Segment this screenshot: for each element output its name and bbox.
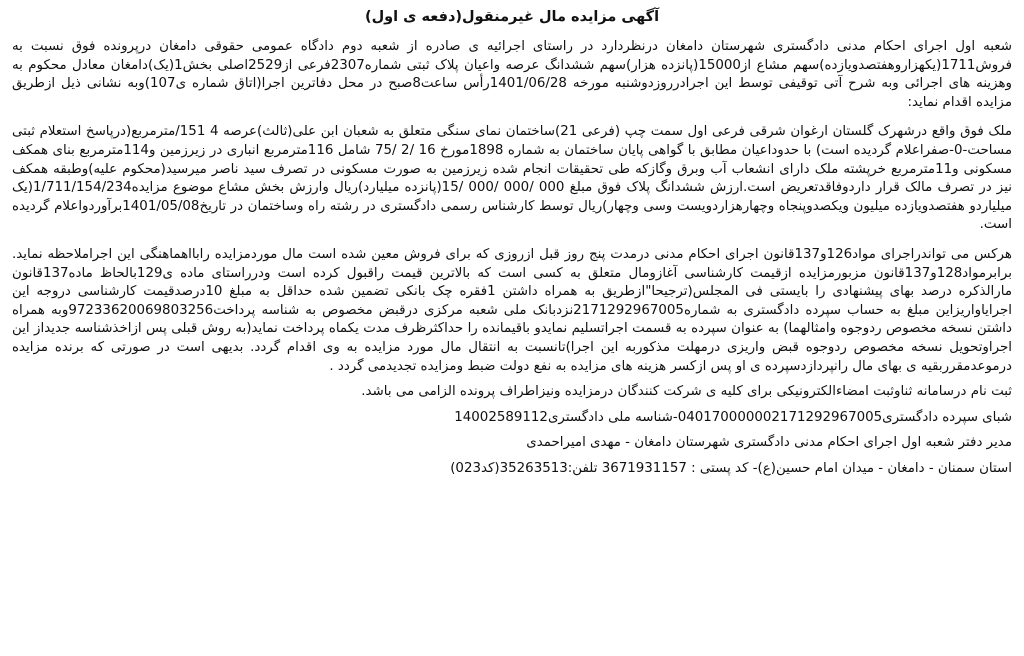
- notice-title: آگهی مزایده مال غیرمنقول(دفعه ی اول): [364, 9, 660, 25]
- registration-requirement: ثبت نام درسامانه ثناوثبت امضاءالکترونیکی برای کلیه ی شرکت کنندگان درمزایده ونیزاطراف پرونده الزامی می باشد.: [361, 384, 1012, 400]
- notice-paragraph-intro: شعبه اول اجرای احکام مدنی دادگستری شهرستان دامغان درنظردارد در راستای اجرائیه ی صادره از شعبه دوم دادگاه عمومی حقوقی دامغان درپرونده فوق نسبت به فروش1711(یکهزاروهفتصدویازده)سهم مشاع از15000(پانزده هزار)سهم ششدانگ عرصه واعیان پلاک ثبتی شماره2307فرعی از2529اصلی بخش1(یک)دامغان معادل محکوم به وهزینه های اجرائی وبه شرح آتی توقیفی توسط این اجرادرروزدوشنبه مورخه 1401/06/28رأس ساعت8صبح در محل دفاترین اجرا(اتاق شماره ی107)وبه نشانی ذیل ازطریق مزایده اقدام نماید:: [12, 39, 1012, 110]
- spacer: [12, 112, 1012, 123]
- office-address: استان سمنان - دامغان - میدان امام حسین(ع)- کد پستی : 3671931157 تلفن:35263513(کد023): [450, 460, 1012, 476]
- spacer: [12, 376, 1012, 383]
- spacer: [12, 235, 1012, 246]
- notice-paragraph-property: ملک فوق واقع درشهرک گلستان ارغوان شرقی فرعی اول سمت چپ (فرعی 21)ساختمان نمای سنگی متعلق به شعبان ابن علی(ثالث)عرصه 4 151/مترمربع(درپاسخ استعلام ثبتی مساحت-0-صفراعلام گردیده است) با حدوداعیان مطابق با گواهی پایان ساختمان به شماره 1898مورخ 16 /2 /75 شامل 116مترمربع انباری در زیرزمین و114مترمربع بنای همکف مسکونی و11مترمربع خرپشته ملک دارای انشعاب آب وبرق وگازکه طی تحقیقات انجام شده زیرزمین به صورت مسکونی در تصرف سید ناصر میرسید(محکوم علیه)وطبقه همکف نیز در تصرف مالک قرار داردوفاقدتعریض است.ارزش ششدانگ پلاک فوق مبلغ 000 /000 /000 /15(پانزده میلیارد)ریال وارزش بخش مشاع موضوع مزایده1/711/154/234(یک میلیاردو هفتصدویازده میلیون ویکصدوپنجاه وچهارهزاردویست وسی وچهار)ریال توسط کارشناس رسمی دادگستری در رشته راه وساختمان در تاریخ1401/05/08برآوردواعلام گردیده است.: [12, 124, 1013, 233]
- deposit-account-info: شبای سپرده دادگستری040170000002171292967005-شناسه ملی دادگستری14002589112: [454, 409, 1012, 425]
- notice-paragraph-conditions: هرکس می تواندراجرای مواد126و137قانون اجرای احکام مدنی درمدت پنج روز قبل ازروزی که برای فروش معین شده است مال موردمزایده رابااهماهنگی این اجراملاحظه نماید. برابرمواد128و137قانون مزبورمزایده ازقیمت کارشناسی آغازومال متعلق به کسی است که بالاترین قیمت راقبول کرده است ودرراستای ماده ی129بالحاظ ماده137قانون مارالذکره درصد بهای پیشنهادی را بایستی فی المجلس(ترجیحا"ازطریق به همراه داشتن 1فقره چک بانکی تضمین شده حداقل به مبلغ 10درصدقیمت کارشناسی دروجه این اجرایاواریزاین مبلغ به حساب سپرده دادگستری به شماره2171292967005نزدبانک ملی شعبه مرکزی درقبض مخصوص به شناسه پرداخت9723362006980325‌6وبه همراه داشتن نسخه مخصوص ردوجوه وامثالهما) به عنوان سپرده به قسمت اجراتسلیم نمایدو باقیمانده را حداکثرظرف مدت یکماه پرداخت نماید(به روش قبلی پس ازاخذشناسه جدیداز این اجراوتحویل نسخه مخصوص ردوجوه قبض واریزی درمهلت مذکوربه این اجرا)تانسبت به انتقال مال مورد مزایده به وی اقدام گردد. بدیهی است در صورتی که برنده مزایده درموعدمقرربقیه ی بهای مال رانپردازدسپرده ی او پس ازکسر هزینه های مزایده به نفع دولت ضبط ومزایده تجدیدمی گردد .: [12, 246, 1012, 374]
- office-manager: مدیر دفتر شعبه اول اجرای احکام مدنی دادگستری شهرستان دامغان - مهدی امیراحمدی: [526, 435, 1012, 451]
